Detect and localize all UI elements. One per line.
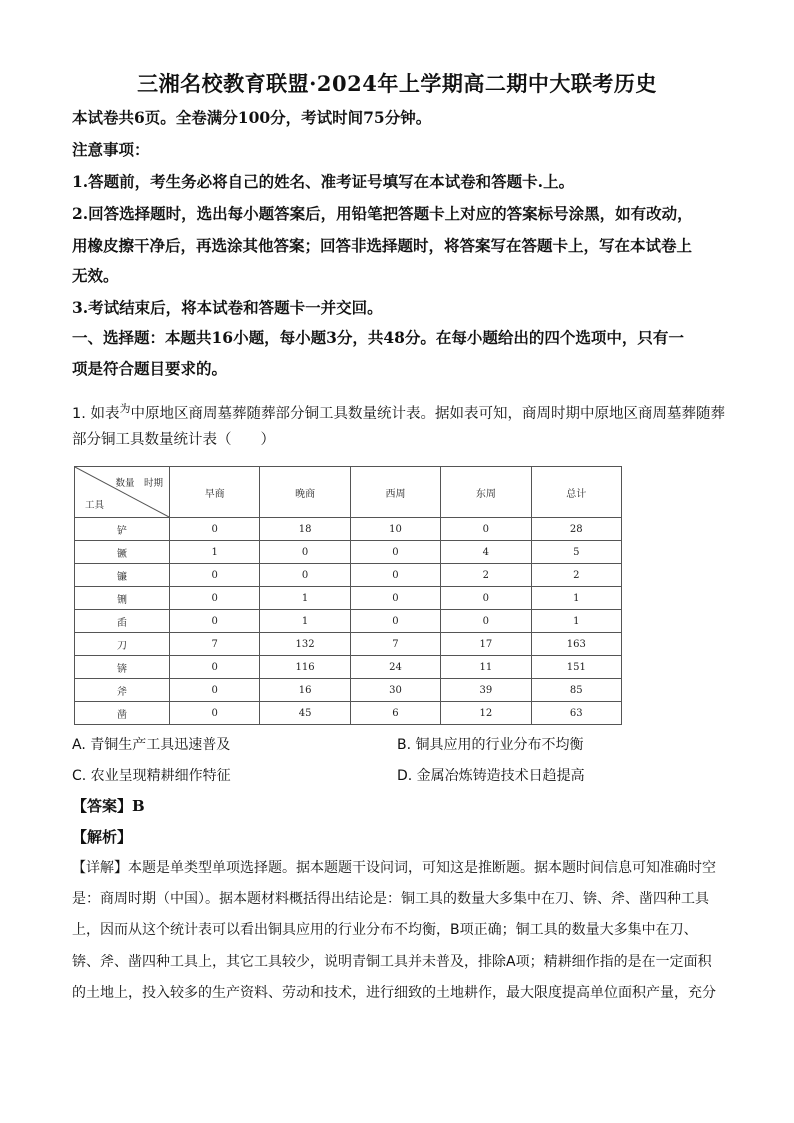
table-corner-cell: [75, 467, 170, 518]
count-cell: 2: [441, 564, 531, 587]
count-cell: 0: [260, 564, 350, 587]
table-row: [75, 679, 622, 702]
count-cell: 28: [531, 518, 621, 541]
count-cell: 0: [170, 702, 260, 725]
count-cell: 0: [350, 610, 440, 633]
header-eastern-zhou: 东周: [441, 467, 531, 518]
count-cell: 10: [350, 518, 440, 541]
section-heading-line-1: 一、选择题：本题共16小题，每小题3分，共48分。在每小题给出的四个选项中，只有一: [72, 328, 684, 347]
count-cell: 1: [260, 587, 350, 610]
explanation-line-3: 上，因而从这个统计表可以看出铜具应用的行业分布不均衡，B项正确；铜工具的数量大多集中在刀、: [72, 922, 698, 938]
question-1-stem-line-2: 部分铜工具数量统计表（ ）: [72, 432, 275, 448]
count-cell: 0: [350, 587, 440, 610]
table-row: [75, 610, 622, 633]
notice-item-2-line-1: 2.回答选择题时，选出每小题答案后，用铅笔把答题卡上对应的答案标号涂黑，如有改动，: [72, 204, 693, 223]
count-cell: 6: [350, 702, 440, 725]
count-cell: 4: [441, 541, 531, 564]
count-cell: 1: [170, 541, 260, 564]
explanation-line-2: 是：商周时期（中国）。据本题材料概括得出结论是：铜工具的数量大多集中在刀、锛、斧、凿四种工具: [72, 891, 709, 907]
tool-name-cell: 铲: [75, 518, 170, 541]
table-header-row: [75, 467, 622, 518]
header-western-zhou: 西周: [350, 467, 440, 518]
count-cell: 116: [260, 656, 350, 679]
table-row: [75, 656, 622, 679]
count-cell: 1: [531, 610, 621, 633]
notice-item-2-line-2: 用橡皮擦干净后，再选涂其他答案；回答非选择题时，将答案写在答题卡上，写在本试卷上: [72, 236, 693, 255]
count-cell: 24: [350, 656, 440, 679]
table-row: [75, 518, 622, 541]
notice-item-1: 1.答题前，考生务必将自己的姓名、准考证号填写在本试卷和答题卡.上。: [72, 172, 575, 191]
notice-item-3: 3.考试结束后，将本试卷和答题卡一并交回。: [72, 298, 383, 317]
count-cell: 11: [441, 656, 531, 679]
exam-title: 三湘名校教育联盟·2024年上学期高二期中大联考历史: [137, 71, 657, 96]
count-cell: 0: [441, 518, 531, 541]
option-a: A. 青铜生产工具迅速普及: [72, 737, 231, 753]
count-cell: 2: [531, 564, 621, 587]
count-cell: 0: [441, 610, 531, 633]
count-cell: 39: [441, 679, 531, 702]
question-number: 1.: [72, 405, 86, 422]
count-cell: 16: [260, 679, 350, 702]
count-cell: 18: [260, 518, 350, 541]
header-late-shang: 晚商: [260, 467, 350, 518]
header-total: 总计: [531, 467, 621, 518]
count-cell: 163: [531, 633, 621, 656]
notice-title: 注意事项：: [72, 140, 150, 159]
tool-name-cell: 臿: [75, 610, 170, 633]
option-c: C. 农业呈现精耕细作特征: [72, 768, 231, 784]
stem-text-1: 如表: [90, 405, 120, 422]
tool-name-cell: 锛: [75, 656, 170, 679]
table-row: [75, 633, 622, 656]
analysis-label: 【解析】: [72, 828, 133, 846]
stem-superscript: 为: [119, 402, 131, 415]
count-cell: 0: [170, 587, 260, 610]
count-cell: 0: [170, 679, 260, 702]
table-row: [75, 541, 622, 564]
count-cell: 7: [350, 633, 440, 656]
corner-label-top: 数量 时期: [115, 478, 163, 489]
tool-name-cell: 铏: [75, 587, 170, 610]
stem-text-2: 中原地区商周墓葬随葬部分铜工具数量统计表。据如表可知，商周时期中原地区商周墓葬随葬: [130, 405, 725, 422]
table-row: [75, 587, 622, 610]
count-cell: 151: [531, 656, 621, 679]
count-cell: 1: [531, 587, 621, 610]
count-cell: 45: [260, 702, 350, 725]
count-cell: 0: [170, 518, 260, 541]
tool-name-cell: 凿: [75, 702, 170, 725]
bronze-tools-table: [74, 466, 622, 725]
count-cell: 0: [170, 610, 260, 633]
tool-name-cell: 刀: [75, 633, 170, 656]
count-cell: 30: [350, 679, 440, 702]
explanation-line-4: 锛、斧、凿四种工具上，其它工具较少，说明青铜工具并未普及，排除A项；精耕细作指的是在一定面积: [72, 954, 712, 970]
count-cell: 7: [170, 633, 260, 656]
count-cell: 0: [170, 564, 260, 587]
count-cell: 0: [441, 587, 531, 610]
section-heading-line-2: 项是符合题目要求的。: [72, 359, 228, 378]
count-cell: 85: [531, 679, 621, 702]
count-cell: 5: [531, 541, 621, 564]
answer-label: 【答案】B: [72, 797, 145, 815]
tool-name-cell: 镢: [75, 541, 170, 564]
option-d: D. 金属冶炼铸造技术日趋提高: [397, 768, 585, 784]
count-cell: 132: [260, 633, 350, 656]
count-cell: 0: [350, 564, 440, 587]
count-cell: 0: [350, 541, 440, 564]
count-cell: 0: [260, 541, 350, 564]
count-cell: 17: [441, 633, 531, 656]
count-cell: 12: [441, 702, 531, 725]
header-early-shang: 早商: [170, 467, 260, 518]
notice-item-2-line-3: 无效。: [72, 266, 119, 285]
count-cell: 63: [531, 702, 621, 725]
count-cell: 1: [260, 610, 350, 633]
table-body: [75, 518, 622, 725]
tool-name-cell: 镰: [75, 564, 170, 587]
count-cell: 0: [170, 656, 260, 679]
exam-info: 本试卷共6页。全卷满分100分，考试时间75分钟。: [72, 108, 432, 127]
explanation-line-1: 【详解】本题是单类型单项选择题。据本题题干设问词，可知这是推断题。据本题时间信息可知准确时空: [72, 860, 716, 876]
table-row: [75, 564, 622, 587]
option-b: B. 铜具应用的行业分布不均衡: [397, 737, 584, 753]
table-row: [75, 702, 622, 725]
corner-label-bottom: 工具: [85, 500, 105, 511]
explanation-line-5: 的土地上，投入较多的生产资料、劳动和技术，进行细致的土地耕作，最大限度提高单位面积产量，充分: [72, 985, 716, 1001]
question-1-stem-line-1: [72, 399, 725, 424]
tool-name-cell: 斧: [75, 679, 170, 702]
